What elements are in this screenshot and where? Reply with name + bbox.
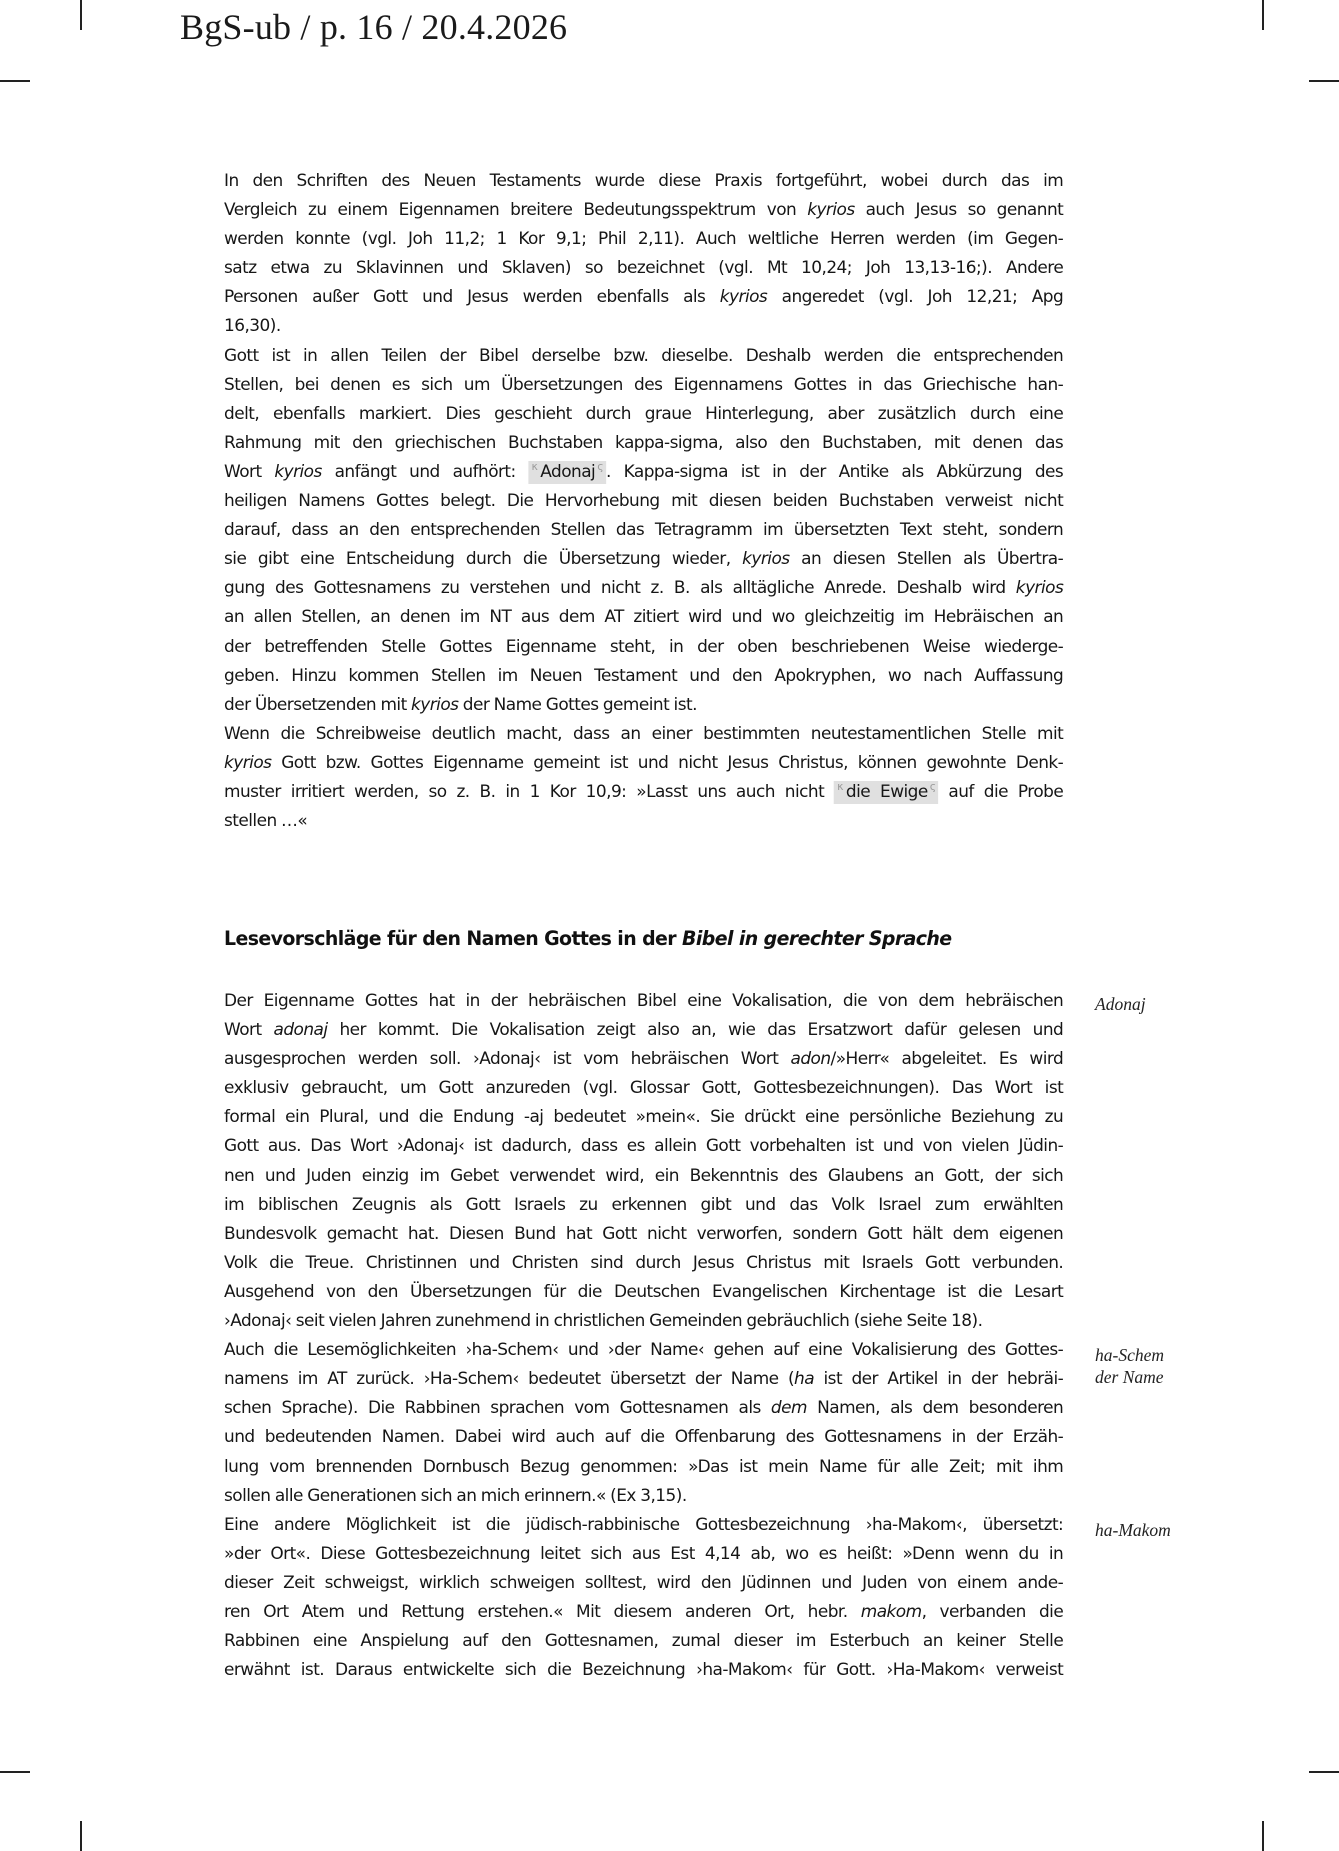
text-line: der betreffenden Stelle Gottes Eigenname steht, in der oben beschriebenen Weise wiederge-: [224, 636, 1064, 657]
text-line: nen und Juden einzig im Gebet verwendet wird, ein Bekenntnis des Glaubens an Gott, der sich: [224, 1165, 1064, 1186]
crop-mark-bottom-left: [80, 1821, 82, 1851]
text-line: werden konnte (vgl. Joh 11,2; 1 Kor 9,1; Phil 2,11). Auch weltliche Herren werden (im Gegen-: [224, 229, 1064, 250]
text-line: Wort kyrios anfängt und aufhört: $^\kappa$ Adonaj $^\varsigma$ . Kappa-sigma ist in der Antike als Abkürzung des: [224, 460, 1064, 482]
sigma-mark: ς: [929, 780, 936, 794]
text-line: dieser Zeit schweigst, wirklich schweigen solltest, wird den Jüdinnen und Juden von einem ande-: [224, 1572, 1064, 1593]
paragraph-3: [224, 720, 1063, 836]
text-line: und bedeutenden Namen. Dabei wird auch auf die Offenbarung des Gottesnamens in der Erzäh-: [224, 1427, 1064, 1448]
section-1-body: [224, 167, 1063, 836]
text-line: Wort adonaj her kommt. Die Vokalisation zeigt also an, wie das Ersatzwort dafür gelesen und: [224, 1020, 1064, 1041]
crop-mark-top-left: [80, 0, 82, 30]
paragraph-ha-schem: [224, 1336, 1063, 1511]
text-line: gung des Gottesnamens zu verstehen und nicht z. B. als alltägliche Anrede. Deshalb wird kyrios: [224, 578, 1064, 599]
text-line: an allen Stellen, an denen im NT aus dem AT zitiert wird und wo gleichzeitig im Hebräischen an: [224, 607, 1064, 628]
kappa-sigma-marked-name: $^\kappa$ die Ewige $^\varsigma$: [834, 781, 938, 804]
text-line: Gott aus. Das Wort ›Adonaj‹ ist dadurch, dass es allein Gott vorbehalten ist und von vielen Jüdin-: [224, 1136, 1064, 1157]
sigma-mark: ς: [597, 460, 604, 474]
crop-mark-left-lower: [0, 1771, 30, 1773]
text-line: heiligen Namens Gottes belegt. Die Hervorhebung mit diesen beiden Buchstaben verweist nicht: [224, 491, 1064, 512]
crop-mark-top-right: [1262, 0, 1264, 30]
text-line: Ausgehend von den Übersetzungen für die Deutschen Evangelischen Kirchentage ist die Lesart: [224, 1281, 1064, 1302]
kappa-mark: κ: [531, 460, 538, 474]
text-line: stellen …«: [224, 811, 308, 832]
paragraph-1: [224, 167, 1063, 342]
text-line: ren Ort Atem und Rettung erstehen.« Mit diesem anderen Ort, hebr. makom, verbanden die: [224, 1601, 1064, 1622]
text-line: Gott ist in allen Teilen der Bibel derselbe bzw. dieselbe. Deshalb werden die entsprechenden: [224, 345, 1064, 366]
text-line: ›Adonaj‹ seit vielen Jahren zunehmend in christlichen Gemeinden gebräuchlich (siehe Seite 18).: [224, 1311, 983, 1332]
text-line: sollen alle Generationen sich an mich erinnern.« (Ex 3,15).: [224, 1485, 687, 1506]
text-line: formal ein Plural, und die Endung -aj bedeutet »mein«. Sie drückt eine persönliche Beziehung zu: [224, 1107, 1064, 1128]
text-line: darauf, dass an den entsprechenden Stellen das Tetragramm im übersetzten Text steht, sondern: [224, 520, 1064, 541]
crop-mark-bottom-right: [1262, 1821, 1264, 1851]
text-line: Personen außer Gott und Jesus werden ebenfalls als kyrios angeredet (vgl. Joh 12,21; Apg: [224, 287, 1064, 308]
margin-note-adonaj: Adonaj: [1095, 994, 1146, 1014]
text-line: namens im AT zurück. ›Ha-Schem‹ bedeutet übersetzt der Name (ha ist der Artikel in der hebräi-: [224, 1369, 1064, 1390]
text-line: Stellen, bei denen es sich um Übersetzungen des Eigennamens Gottes in das Griechische han-: [224, 374, 1064, 395]
margin-note-der-name: der Name: [1095, 1367, 1164, 1387]
margin-note-ha-schem: ha-Schem: [1095, 1345, 1165, 1365]
text-line: 16,30).: [224, 316, 281, 337]
text-line: Volk die Treue. Christinnen und Christen sind durch Jesus Christus mit Israels Gott verbunden.: [224, 1252, 1064, 1273]
text-line: Vergleich zu einem Eigennamen breitere Bedeutungsspektrum von kyrios auch Jesus so genannt: [224, 200, 1064, 221]
text-line: ausgesprochen werden soll. ›Adonaj‹ ist vom hebräischen Wort adon/»Herr« abgeleitet. Es wird: [224, 1049, 1064, 1070]
crop-mark-right-lower: [1309, 1771, 1339, 1773]
section-heading: Lesevorschläge für den Namen Gottes in der Bibel in gerechter Sprache: [224, 927, 952, 950]
text-line: Der Eigenname Gottes hat in der hebräischen Bibel eine Vokalisation, die von dem hebräischen: [224, 991, 1064, 1011]
text-line: der Übersetzenden mit kyrios der Name Gottes gemeint ist.: [224, 694, 697, 715]
text-line: geben. Hinzu kommen Stellen im Neuen Testament und den Apokryphen, wo nach Auffassung: [224, 665, 1064, 686]
paragraph-2: [224, 342, 1063, 720]
text-line: Wenn die Schreibweise deutlich macht, dass an einer bestimmten neutestamentlichen Stelle mit: [224, 723, 1064, 744]
text-line: exklusiv gebraucht, um Gott anzureden (vgl. Glossar Gott, Gottesbezeichnungen). Das Wort ist: [224, 1078, 1064, 1099]
paragraph-ha-makom: [224, 1511, 1063, 1686]
running-head: BgS-ub / p. 16 / 20.4.2026: [180, 7, 568, 47]
text-line: Auch die Lesemöglichkeiten ›ha-Schem‹ und ›der Name‹ gehen auf eine Vokalisierung des Gottes-: [224, 1340, 1064, 1361]
text-line: delt, ebenfalls markiert. Dies geschieht durch graue Hinterlegung, aber zusätzlich durch eine: [224, 403, 1064, 424]
crop-mark-left-upper: [0, 80, 30, 82]
text-line: kyrios Gott bzw. Gottes Eigenname gemeint ist und nicht Jesus Christus, können gewohnte Denk-: [224, 752, 1064, 773]
paragraph-adonaj: [224, 987, 1063, 1336]
text-line: im biblischen Zeugnis als Gott Israels zu erkennen gibt und das Volk Israel zum erwählten: [224, 1194, 1064, 1215]
kappa-mark: κ: [837, 780, 843, 794]
text-line: satz etwa zu Sklavinnen und Sklaven) so bezeichnet (vgl. Mt 10,24; Joh 13,13-16;). Andere: [224, 258, 1064, 279]
text-line: »der Ort«. Diese Gottesbezeichnung leitet sich aus Est 4,14 ab, wo es heißt: »Denn wenn du in: [224, 1543, 1064, 1564]
section-2-body: [224, 987, 1063, 1685]
margin-note-ha-makom: ha-Makom: [1095, 1520, 1171, 1540]
text-line: Rabbinen eine Anspielung auf den Gottesnamen, zumal dieser im Esterbuch an keiner Stelle: [224, 1631, 1064, 1652]
text-line: schen Sprache). Die Rabbinen sprachen vom Gottesnamen als dem Namen, als dem besonderen: [224, 1398, 1064, 1419]
text-line: Rahmung mit den griechischen Buchstaben kappa-sigma, also den Buchstaben, mit denen das: [224, 432, 1064, 453]
text-line: lung vom brennenden Dornbusch Bezug genommen: »Das ist mein Name für alle Zeit; mit ihm: [224, 1456, 1064, 1477]
crop-mark-right-upper: [1309, 80, 1339, 82]
text-line: muster irritiert werden, so z. B. in 1 Kor 10,9: »Lasst uns auch nicht $^\kappa$ die Ewige $^\varsigma$ auf die Probe: [224, 780, 1064, 802]
text-line: In den Schriften des Neuen Testaments wurde diese Praxis fortgeführt, wobei durch das im: [224, 171, 1064, 191]
kappa-sigma-marked-name: $^\kappa$ Adonaj $^\varsigma$: [529, 461, 606, 484]
text-line: Bundesvolk gemacht hat. Diesen Bund hat Gott nicht verworfen, sondern Gott hält dem eigenen: [224, 1223, 1064, 1244]
text-line: erwähnt ist. Daraus entwickelte sich die Bezeichnung ›ha-Makom‹ für Gott. ›Ha-Makom‹ verweist: [224, 1660, 1064, 1681]
text-line: sie gibt eine Entscheidung durch die Übersetzung wieder, kyrios an diesen Stellen als Übertra-: [224, 549, 1064, 570]
text-line: Eine andere Möglichkeit ist die jüdisch-rabbinische Gottesbezeichnung ›ha-Makom‹, übersetzt:: [224, 1514, 1064, 1535]
